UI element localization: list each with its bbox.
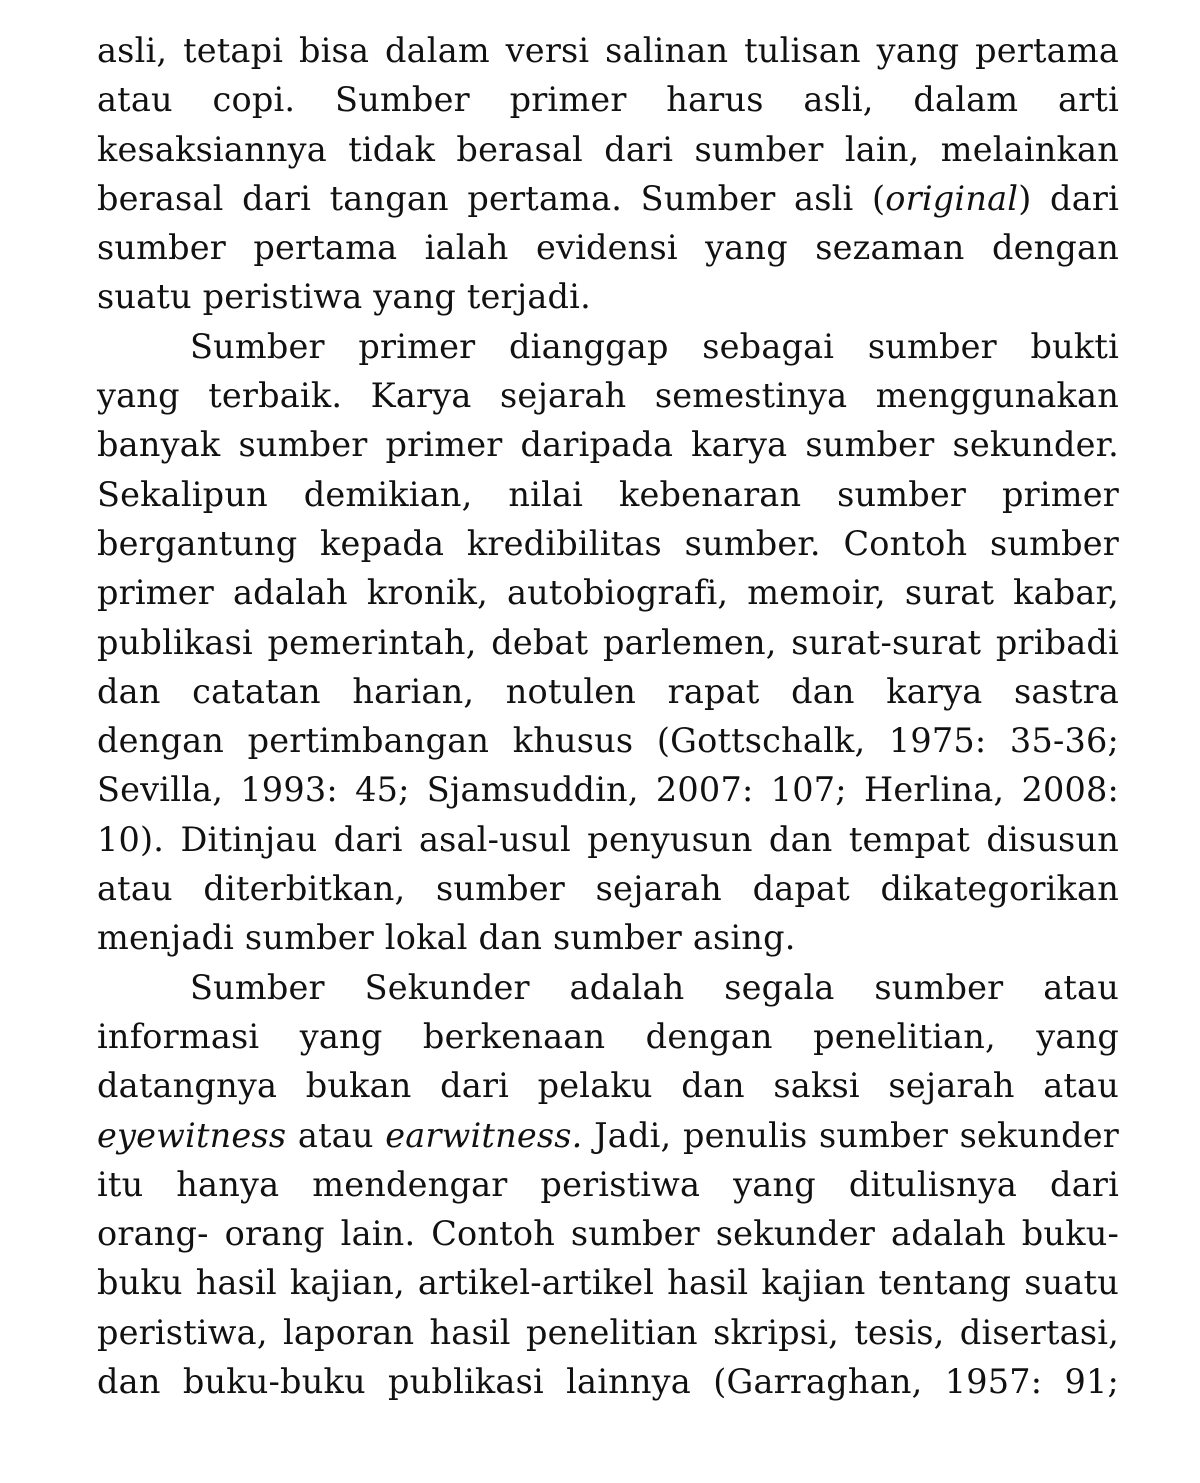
text-line: [97, 716, 1119, 765]
text-line: [97, 125, 1119, 174]
document-page: [97, 26, 1119, 1406]
text-line: [97, 1258, 1119, 1307]
text-line: [97, 1061, 1119, 1110]
text-line: [97, 1111, 1119, 1160]
text-line: [97, 963, 1119, 1012]
text-line: [97, 371, 1119, 420]
text-line: [97, 223, 1119, 272]
text-line: [97, 1308, 1119, 1357]
text-line: [97, 864, 1119, 913]
text-run: yang terbaik. Karya sejarah semestinya menggunakan: [97, 376, 1119, 416]
text-line: [97, 75, 1119, 124]
text-line: [97, 618, 1119, 667]
text-run: informasi yang berkenaan dengan penelitian, yang: [97, 1016, 1119, 1056]
text-line: [97, 1160, 1119, 1209]
text-line: [97, 765, 1119, 814]
text-run: Sumber primer dianggap sebagai sumber bukti: [190, 326, 1119, 366]
text-run: dengan pertimbangan khusus (Gottschalk, 1975: 35-36;: [97, 721, 1119, 761]
text-run: dan catatan harian, notulen rapat dan karya sastra: [97, 671, 1119, 711]
text-run: atau copi. Sumber primer harus asli, dalam arti: [97, 80, 1119, 120]
text-run: atau diterbitkan, sumber sejarah dapat dikategorikan: [97, 869, 1119, 909]
text-line: [97, 174, 1119, 223]
text-run: itu hanya mendengar peristiwa yang ditulisnya dari: [97, 1164, 1119, 1204]
text-line: [97, 568, 1119, 617]
text-run: menjadi sumber lokal dan sumber asing.: [97, 918, 796, 958]
text-line: [97, 913, 1119, 962]
text-run: datangnya bukan dari pelaku dan saksi sejarah atau: [97, 1066, 1119, 1106]
text-run: orang- orang lain. Contoh sumber sekunder adalah buku-: [97, 1214, 1119, 1254]
text-line: [97, 322, 1119, 371]
paragraph-2: [97, 322, 1119, 963]
text-line: [97, 1012, 1119, 1061]
italic-term: original: [885, 178, 1019, 218]
text-line: [97, 667, 1119, 716]
text-run: Sevilla, 1993: 45; Sjamsuddin, 2007: 107; Herlina, 2008:: [97, 770, 1119, 810]
text-run: sumber pertama ialah evidensi yang sezaman dengan: [97, 228, 1119, 268]
text-run: buku hasil kajian, artikel-artikel hasil kajian tentang suatu: [97, 1263, 1119, 1303]
text-run: primer adalah kronik, autobiografi, memoir, surat kabar,: [97, 573, 1119, 613]
text-run: suatu peristiwa yang terjadi.: [97, 277, 591, 317]
text-line: [97, 26, 1119, 75]
text-run: publikasi pemerintah, debat parlemen, surat-surat pribadi: [97, 622, 1119, 662]
text-line: [97, 815, 1119, 864]
text-run: asli, tetapi bisa dalam versi salinan tulisan yang pertama: [97, 31, 1119, 70]
text-run: atau: [286, 1115, 386, 1155]
text-run: Sumber Sekunder adalah segala sumber atau: [190, 967, 1119, 1007]
text-run: berasal dari tangan pertama. Sumber asli (: [97, 178, 886, 218]
text-line: [97, 420, 1119, 469]
italic-term: earwitness.: [385, 1115, 583, 1155]
text-line: [97, 1357, 1119, 1406]
text-run: dan buku-buku publikasi lainnya (Garraghan, 1957: 91;: [97, 1362, 1119, 1402]
text-run: 10). Ditinjau dari asal-usul penyusun dan tempat disusun: [97, 819, 1119, 859]
text-run: kesaksiannya tidak berasal dari sumber lain, melainkan: [97, 129, 1119, 169]
text-line: [97, 519, 1119, 568]
text-run: Jadi, penulis sumber sekunder: [582, 1115, 1119, 1155]
text-line: [97, 470, 1119, 519]
text-run: bergantung kepada kredibilitas sumber. Contoh sumber: [97, 523, 1119, 563]
paragraph-3: [97, 963, 1119, 1407]
text-line: [97, 272, 1119, 321]
text-run: ) dari: [1018, 178, 1119, 218]
text-line: [97, 1209, 1119, 1258]
italic-term: eyewitness: [97, 1115, 287, 1155]
paragraph-1: [97, 26, 1119, 322]
text-run: peristiwa, laporan hasil penelitian skripsi, tesis, disertasi,: [97, 1312, 1119, 1352]
text-run: Sekalipun demikian, nilai kebenaran sumber primer: [97, 474, 1119, 514]
text-run: banyak sumber primer daripada karya sumber sekunder.: [97, 425, 1119, 465]
